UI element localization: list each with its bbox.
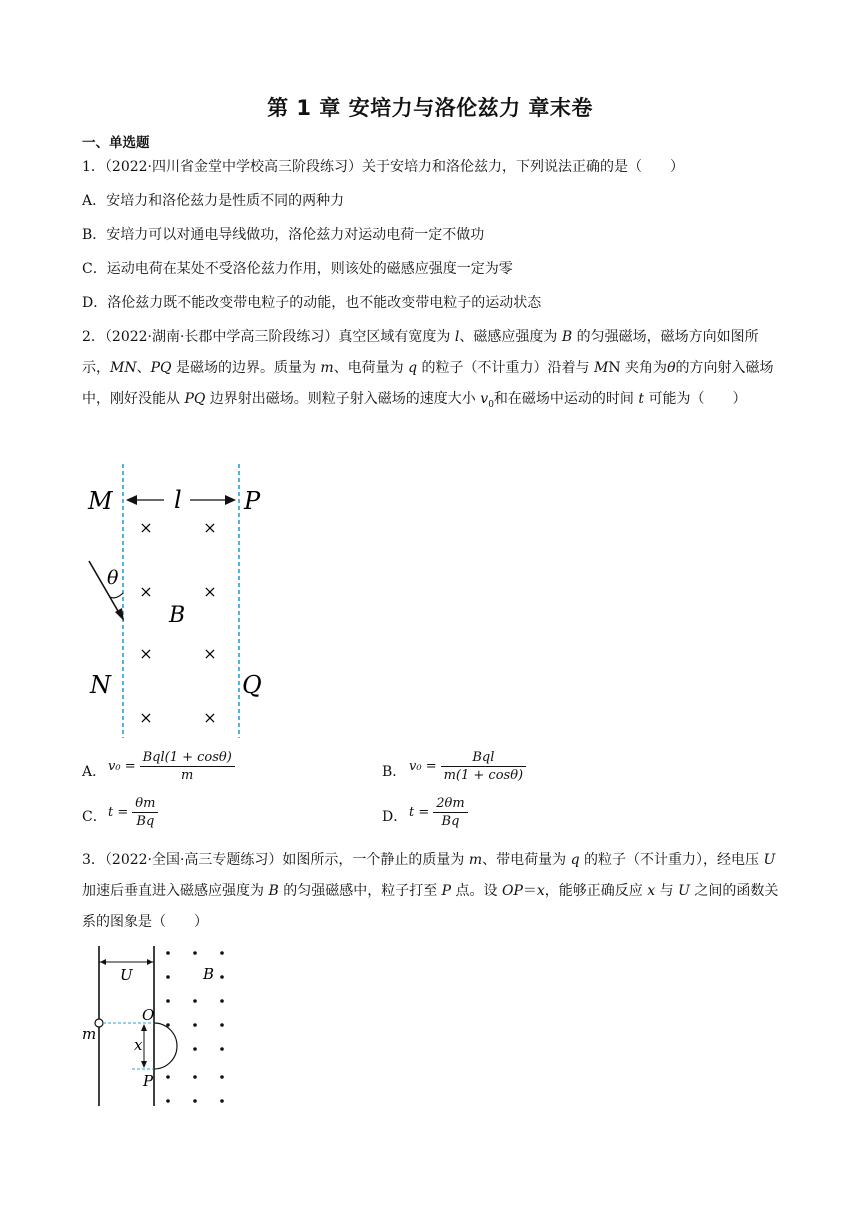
width-arrowhead-left — [126, 495, 137, 505]
field-dot — [193, 951, 197, 955]
field-cross: × — [139, 582, 153, 601]
field-dot — [166, 1099, 170, 1103]
label-m: M — [88, 487, 113, 515]
incident-arrowhead-icon — [115, 608, 124, 621]
label-b: B — [169, 603, 186, 628]
field-cross: × — [139, 708, 153, 727]
label-p: P — [244, 487, 261, 515]
field-dot — [166, 951, 170, 955]
section-heading: 一、单选题 — [82, 135, 150, 151]
q3-stem: 3．（2022·全国·高三专题练习）如图所示，一个静止的质量为 m、带电荷量为 q 的粒子（不计重力），经电压 U 加速后垂直进入磁感应强度为 B 的匀强磁感中，粒子打至 P 点。设 OP＝x，能够正确反应 x 与 U 之间的函数关系的图象是（ ） — [82, 852, 779, 930]
q3-mass-spectrometer-figure — [82, 944, 242, 1109]
label-u: U — [120, 966, 133, 984]
angle-arc — [110, 593, 123, 598]
field-dot — [193, 1075, 197, 1079]
field-dot — [220, 1075, 224, 1079]
field-dot — [193, 1023, 197, 1027]
q2-option-d-label: D． — [382, 809, 408, 825]
q1-option-c: C．运动电荷在某处不受洛伦兹力作用，则该处的磁感应强度一定为零 — [82, 261, 513, 277]
x-arrowhead-bottom — [141, 1061, 147, 1068]
field-dot — [166, 999, 170, 1003]
field-dot — [166, 975, 170, 979]
field-dots — [166, 951, 224, 1103]
q2-option-a-formula: v₀ = $\frac{\text{Bql(1 + cosθ)}}{m}$ — [108, 750, 235, 783]
field-cross: × — [203, 644, 217, 663]
q2-option-a-label: A． — [82, 764, 107, 780]
page-title: 第 1 章 安培力与洛伦兹力 章末卷 — [267, 96, 593, 120]
voltage-arrowhead-right — [147, 959, 153, 965]
field-cross: × — [203, 708, 217, 727]
voltage-arrowhead-left — [100, 959, 106, 965]
label-n: N — [90, 671, 111, 699]
field-cross: × — [203, 518, 217, 537]
field-dot — [193, 999, 197, 1003]
label-b: B — [203, 965, 215, 983]
x-arrowhead-top — [141, 1024, 147, 1031]
particle-trajectory-arc — [154, 1023, 177, 1069]
q1-stem: 1．（2022·四川省金堂中学校高三阶段练习）关于安培力和洛伦兹力，下列说法正确的是（ ） — [82, 159, 684, 175]
label-m: m — [82, 1025, 97, 1043]
field-dot — [220, 1023, 224, 1027]
field-cross: × — [139, 644, 153, 663]
q2-option-c-formula: t = $\frac{\theta m}{Bq}$ — [108, 796, 158, 829]
label-q: Q — [242, 671, 262, 699]
label-p: P — [143, 1072, 154, 1090]
q2-stem: 2．（2022·湖南·长郡中学高三阶段练习）真空区域有宽度为 l、磁感应强度为 B 的匀强磁场，磁场方向如图所示，MN、PQ 是磁场的边界。质量为 m、电荷量为 q 的粒子（不计重力）沿着与 MN 夹角为θ的方向射入磁场中，刚好没能从 PQ 边界射出磁场。则粒子射入磁场的速度大小 $v_0$和在磁场中运动的时间 t 可能为（ ） — [82, 329, 774, 410]
q2-option-c-label: C． — [82, 809, 107, 825]
field-dot — [220, 1047, 224, 1051]
q2-option-d-formula: t = $\frac{2\theta m}{Bq}$ — [409, 796, 468, 829]
field-dot — [166, 1075, 170, 1079]
field-dot — [166, 1023, 170, 1027]
field-dot — [193, 1047, 197, 1051]
field-dot — [220, 951, 224, 955]
q2-magnetic-field-figure — [82, 460, 282, 745]
field-dot — [220, 1099, 224, 1103]
field-cross: × — [139, 518, 153, 537]
q1-option-a: A．安培力和洛伦兹力是性质不同的两种力 — [82, 193, 345, 209]
label-x: x — [134, 1036, 143, 1054]
field-dot — [220, 975, 224, 979]
width-arrowhead-right — [225, 495, 236, 505]
q2-option-b-label: B． — [382, 764, 407, 780]
field-dot — [220, 999, 224, 1003]
label-theta: θ — [107, 567, 119, 589]
q1-option-b: B．安培力可以对通电导线做功，洛伦兹力对运动电荷一定不做功 — [82, 227, 485, 243]
field-cross: × — [203, 582, 217, 601]
q1-option-d: D．洛伦兹力既不能改变带电粒子的动能，也不能改变带电粒子的运动状态 — [82, 295, 542, 311]
label-o: O — [142, 1006, 155, 1024]
label-l: l — [174, 486, 182, 514]
field-dot — [193, 1099, 197, 1103]
q2-option-b-formula: v₀ = $\frac{\text{Bql}}{m(1 + \cos\theta)}$ — [409, 750, 526, 783]
